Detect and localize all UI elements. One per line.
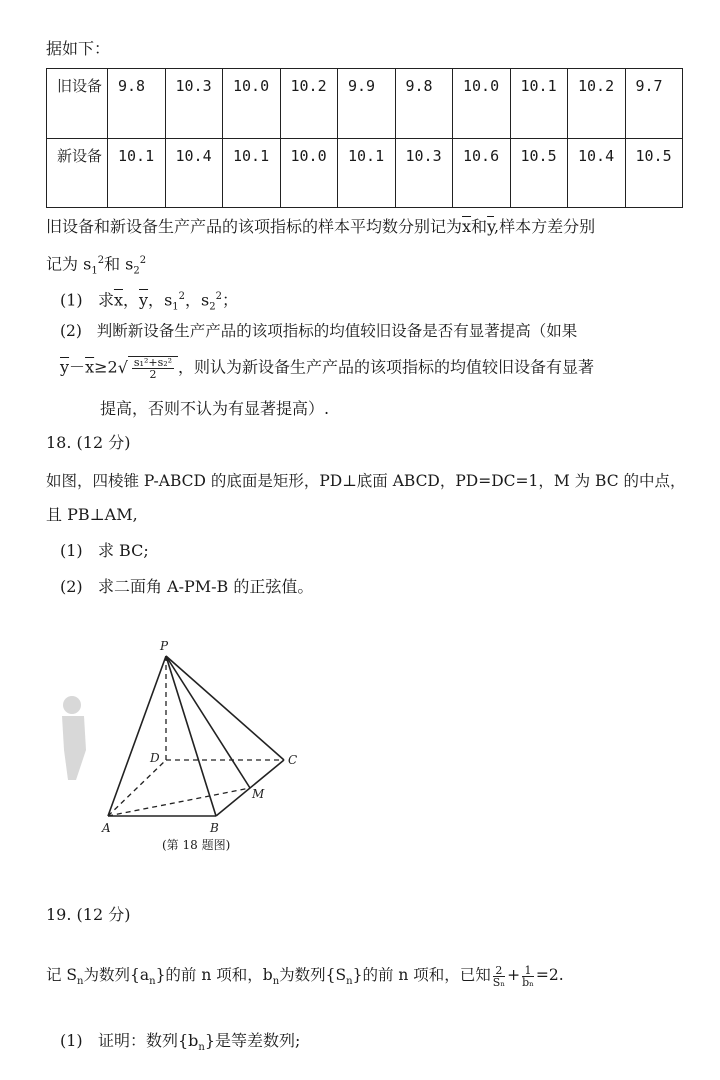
q17-part2-line3: 提高，否则不认为有显著提高）.	[100, 399, 330, 418]
q18-part2: (2) 求二面角 A-PM-B 的正弦值。	[60, 577, 314, 596]
edge-PM	[166, 656, 250, 788]
q17-part2-line2: $\overline{y}-\overline{x}\ge 2√$ $\frac{\text{s₁²+s₂²}}{2}$ ，则认为新设备生产产品的该项指标的均值较旧设备有显著	[60, 356, 595, 381]
cell: 10.3	[395, 138, 453, 208]
cell: 10.0	[453, 69, 511, 139]
data-table	[46, 68, 683, 208]
label-D: D	[150, 751, 160, 765]
cell: 10.5	[625, 138, 683, 208]
cell: 10.5	[510, 138, 568, 208]
cell: 10.3	[165, 69, 223, 139]
table-row-old	[47, 69, 683, 139]
edge-AD	[108, 760, 166, 816]
cell: 10.0	[280, 138, 338, 208]
q17-line1: 旧设备和新设备生产产品的该项指标的样本平均数分别记为$\overline{x}$和$\overline{y}$,样本方差分别	[46, 217, 596, 236]
q18-line1: 如图，四棱锥 P-ABCD 的底面是矩形，PD⊥底面 ABCD，PD=DC=1，M 为 BC 的中点，	[46, 472, 686, 490]
q18-part1: (1) 求 BC;	[60, 541, 149, 560]
edge-PA	[108, 656, 166, 816]
cell: 9.7	[625, 69, 683, 139]
cell: 10.4	[165, 138, 223, 208]
label-A: A	[102, 821, 111, 835]
q17-line2: 记为 $s_1^2$和 $s_2^2$	[46, 254, 147, 277]
q18-line2: 且 PB⊥AM,	[46, 505, 138, 524]
edge-PC	[166, 656, 284, 760]
intro-text: 据如下：	[46, 39, 111, 58]
q19-part1: (1) 证明：数列$\{b_n\}$是等差数列;	[60, 1031, 301, 1054]
cell: 9.8	[108, 69, 166, 139]
cell: 10.1	[223, 138, 281, 208]
pyramid-figure	[40, 630, 320, 840]
label-M: M	[252, 787, 265, 801]
cell: 10.1	[108, 138, 166, 208]
cell: 10.4	[568, 138, 626, 208]
row-label-new: 新设备	[47, 138, 108, 208]
label-C: C	[288, 753, 298, 767]
figure-caption: (第 18 题图)	[162, 838, 231, 852]
cell: 10.6	[453, 138, 511, 208]
cell: 9.9	[338, 69, 396, 139]
cell: 10.1	[338, 138, 396, 208]
q18-heading: 18. (12 分)	[46, 433, 131, 452]
sqrt-expression: √ $\frac{\text{s₁²+s₂²}}{2}$	[118, 356, 178, 380]
cell: 10.1	[510, 69, 568, 139]
q17-part2-line1: (2) 判断新设备生产产品的该项指标的均值较旧设备是否有显著提高（如果	[60, 322, 578, 340]
label-B: B	[210, 821, 219, 835]
edge-PB	[166, 656, 216, 816]
q19-line1: 记 $S_n$为数列$\{a_n\}$的前 n 项和，$b_n$为数列$\{S_n\}$的前 n 项和，已知 $\frac{2}{\text{Sₙ}}$ + $\frac{1}{\text{bₙ}}$ =2.	[46, 963, 564, 989]
row-label-old: 旧设备	[47, 69, 108, 139]
edge-AM	[108, 788, 250, 816]
q17-part1: (1) 求$\overline{x}$，$\overline{y}$，$s_1^2$，$s_2^2$；	[60, 290, 239, 313]
cell: 10.2	[568, 69, 626, 139]
table-row-new	[47, 138, 683, 208]
q19-heading: 19. (12 分)	[46, 905, 131, 924]
cell: 10.0	[223, 69, 281, 139]
watermark-figure	[62, 696, 86, 780]
cell: 9.8	[395, 69, 453, 139]
label-P: P	[160, 639, 169, 653]
cell: 10.2	[280, 69, 338, 139]
